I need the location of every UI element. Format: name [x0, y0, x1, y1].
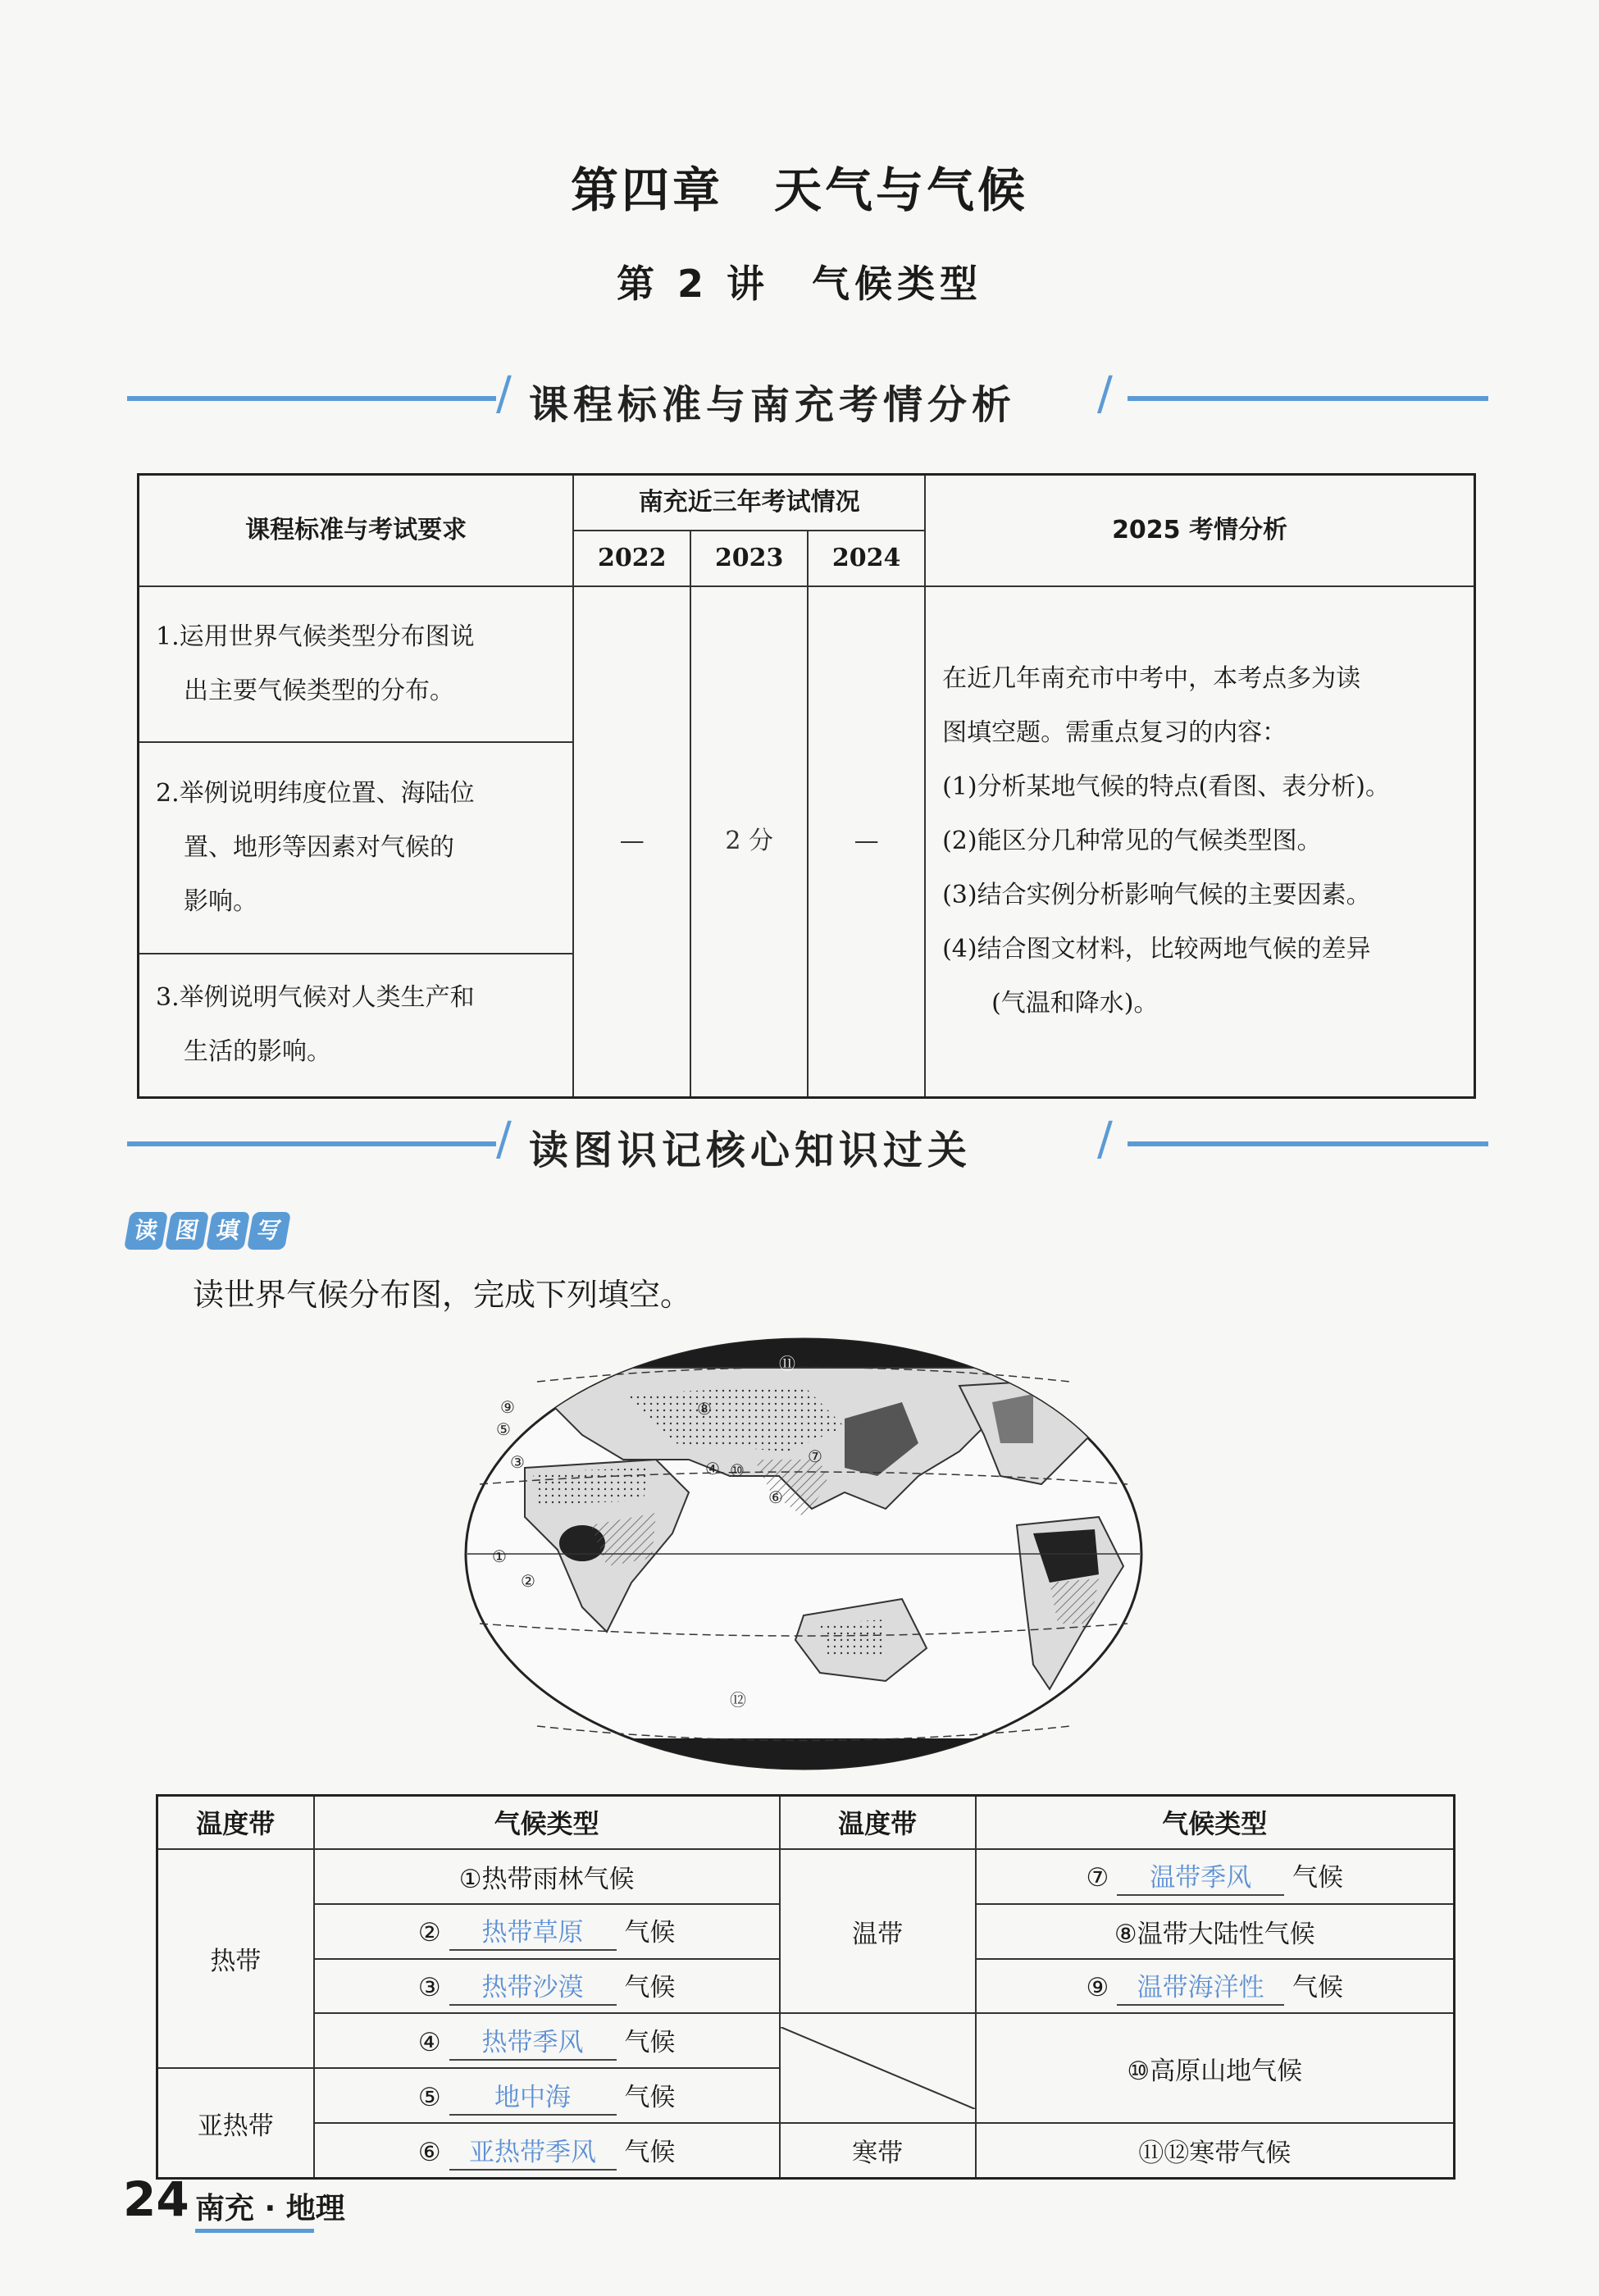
row-climate-11: ⑪⑫寒带气候: [976, 2123, 1455, 2178]
section2-slash-left: /: [496, 1113, 512, 1166]
answer-5[interactable]: 地中海: [449, 2081, 617, 2116]
score-2022: —: [573, 586, 690, 1097]
year-2023: 2023: [690, 531, 808, 586]
row-climate-2: ② 热带草原 气候: [314, 1904, 780, 1959]
map-label: ⑤: [496, 1419, 511, 1439]
header-requirements: 课程标准与考试要求: [139, 475, 574, 587]
zone-temperate: 温带: [780, 1849, 976, 2014]
savanna-sa: [1050, 1578, 1099, 1624]
answer-7[interactable]: 温带季风: [1117, 1861, 1284, 1896]
climate-types-table: [156, 1794, 1456, 2180]
requirement-2: 2.举例说明纬度位置、海陆位 置、地形等因素对气候的 影响。: [139, 742, 574, 954]
map-label: ⑪: [779, 1354, 795, 1374]
chapter-title: 第四章 天气与气候: [570, 162, 1028, 218]
map-label: ②: [521, 1571, 535, 1591]
row-climate-7: ⑦ 温带季风 气候: [976, 1849, 1455, 1904]
section-title-core: 读图识记核心知识过关: [529, 1128, 973, 1173]
row-climate-10: ⑩高原山地气候: [976, 2013, 1455, 2123]
row-climate-8: ⑧温带大陆性气候: [976, 1904, 1455, 1959]
map-label: ⑨: [500, 1397, 515, 1417]
map-label: ⑩: [730, 1460, 745, 1480]
tag-char: 写: [247, 1212, 291, 1250]
footer-underline: [195, 2229, 314, 2233]
requirement-1: 1.运用世界气候类型分布图说 出主要气候类型的分布。: [139, 586, 574, 742]
row-climate-3: ③ 热带沙漠 气候: [314, 1959, 780, 2014]
exam-analysis-table: [137, 473, 1476, 1099]
page-number: 24: [123, 2171, 189, 2227]
map-label: ⑫: [730, 1690, 746, 1710]
score-2023: 2 分: [690, 586, 808, 1097]
header-type: 气候类型: [976, 1796, 1455, 1849]
answer-9[interactable]: 温带海洋性: [1117, 1971, 1284, 2006]
map-label: ⑦: [808, 1446, 822, 1466]
header-type: 气候类型: [314, 1796, 780, 1849]
lecture-title: 第 2 讲 气候类型: [616, 262, 983, 306]
answer-6[interactable]: 亚热带季风: [449, 2136, 617, 2171]
instruction-text: 读世界气候分布图，完成下列填空。: [193, 1277, 692, 1313]
section-slash-left: /: [496, 367, 512, 421]
section-divider-left: [127, 396, 496, 401]
row-climate-9: ⑨ 温带海洋性 气候: [976, 1959, 1455, 2014]
zone-frigid: 寒带: [780, 2123, 976, 2178]
section2-divider-right: [1128, 1141, 1488, 1146]
header-exams: 南充近三年考试情况: [573, 475, 925, 531]
answer-3[interactable]: 热带沙漠: [449, 1971, 617, 2006]
tag-char: 读: [124, 1212, 168, 1250]
answer-2[interactable]: 热带草原: [449, 1916, 617, 1951]
diagonal-cell: [780, 2013, 976, 2123]
section2-slash-right: /: [1097, 1113, 1113, 1166]
tag-char: 图: [165, 1212, 209, 1250]
row-climate-6: ⑥ 亚热带季风 气候: [314, 2123, 780, 2178]
arctic-ice: [459, 1337, 1148, 1368]
diagonal-line: [781, 2027, 975, 2109]
read-fill-tag: [127, 1212, 288, 1251]
footer-text: 南充 · 地理: [195, 2192, 345, 2225]
year-2022: 2022: [573, 531, 690, 586]
sahara: [533, 1468, 648, 1505]
map-label: ③: [510, 1452, 525, 1472]
row-climate-1: ①热带雨林气候: [314, 1849, 780, 1904]
map-label: ①: [492, 1547, 507, 1566]
header-zone: 温度带: [157, 1796, 314, 1849]
row-climate-5: ⑤ 地中海 气候: [314, 2068, 780, 2123]
antarctica: [459, 1738, 1148, 1771]
map-label: ⑥: [768, 1487, 783, 1507]
answer-4[interactable]: 热带季风: [449, 2026, 617, 2061]
analysis-text: 在近几年南充市中考中，本考点多为读 图填空题。需重点复习的内容： (1)分析某地气候的特点(看图、表分析)。 (2)能区分几种常见的气候类型图。 (3)结合实例分析影响气候的主要因素。 (4)结合图文材料，比较两地气候的差异 (气温和降水)。: [925, 586, 1474, 1097]
section-divider-right: [1128, 396, 1488, 401]
zone-tropical: 热带: [157, 1849, 314, 2068]
score-2024: —: [808, 586, 925, 1097]
section-slash-right: /: [1097, 367, 1113, 421]
header-analysis: 2025 考情分析: [925, 475, 1474, 587]
section-title-analysis: 课程标准与南充考情分析: [529, 382, 1017, 428]
header-zone: 温度带: [780, 1796, 976, 1849]
zone-subtropical: 亚热带: [157, 2068, 314, 2178]
tag-char: 填: [206, 1212, 250, 1250]
world-climate-map: [459, 1337, 1148, 1771]
row-climate-4: ④ 热带季风 气候: [314, 2013, 780, 2068]
year-2024: 2024: [808, 531, 925, 586]
requirement-3: 3.举例说明气候对人类生产和 生活的影响。: [139, 954, 574, 1097]
australian-desert: [820, 1620, 886, 1656]
map-label: ⑧: [697, 1399, 712, 1419]
map-label: ④: [705, 1459, 720, 1478]
section2-divider-left: [127, 1141, 496, 1146]
